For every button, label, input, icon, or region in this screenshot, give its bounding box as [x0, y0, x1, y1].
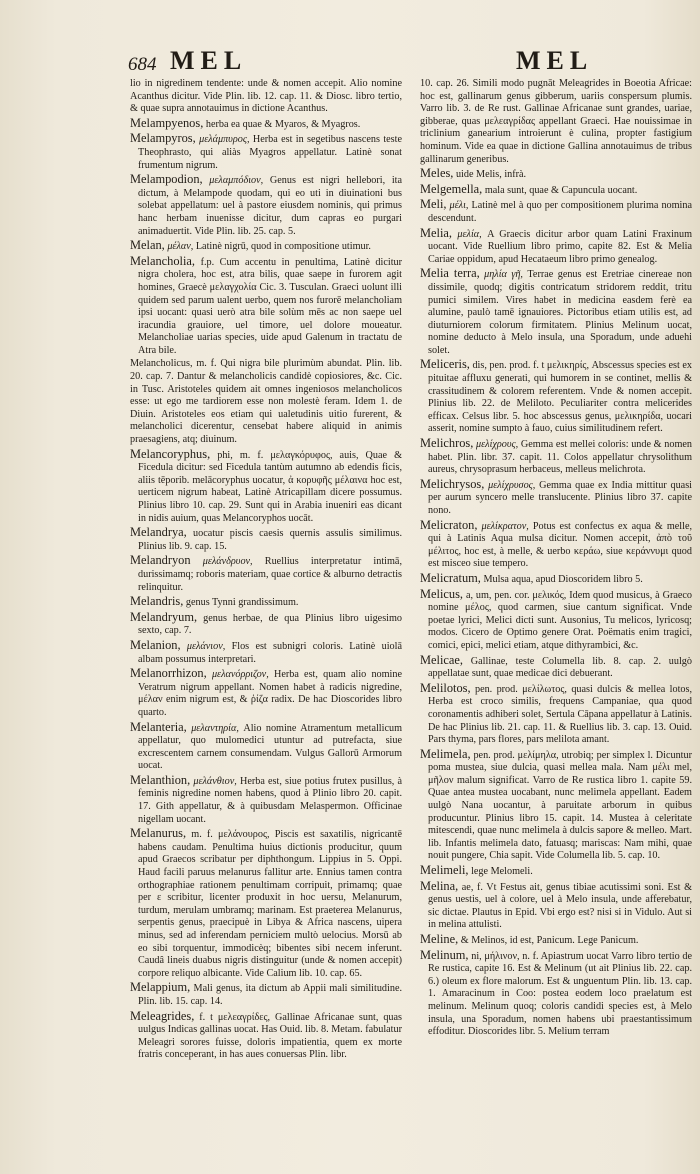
entry-headword: Melichros,	[420, 436, 474, 451]
dictionary-entry	[130, 173, 402, 238]
dictionary-entry	[420, 167, 692, 182]
entry-text: uide Melis, infrà.	[455, 169, 527, 181]
dictionary-entry	[420, 437, 692, 477]
entry-text: pen. prod. μελίμηλα, utrobiq; per simplex l. Dicuntur poma mustea, siue dulcia, quasi mellea mala. Nam μέλι mel, μῆλον malum significat. Varro de Re rustica libro 1. capite 59. Quae antea mustea uocabant, nunc melimela appellant. Eadem uulgò Nana uocantur, à paruitate arborum in quibus producuntur. Plinius libro 15. capit. 14. Mustea à celeritate mitescendi, quae nunc melimela à dulcis sapore & melleo. Mart. lib. Infantis melimela dato, fatuasq; mariscas: Nam mihi, quae nouit pungere, Chia sapit. Vide Columella lib. 5. cap. 10.	[428, 749, 692, 862]
dictionary-entry	[420, 933, 692, 948]
dictionary-entry	[420, 682, 692, 747]
dictionary-entry	[130, 78, 402, 116]
entry-text: herba ea quae & Myaros, & Myagros.	[205, 118, 361, 130]
dictionary-entry	[130, 526, 402, 553]
entry-headword: Melampodion,	[130, 172, 203, 187]
entry-text: ni, μήλινον, n. f. Apiastrum uocat Varro libro tertio de Re rustica, capite 16. Est & Melinum (ut ait Plinius lib. 22. cap. 6.) oleum ex flore malorum. Est & unguentum Plin. lib. 13. cap. 1. Amaracinum in Coo: postea eodem loco praelatum est melinum. Melinum quoq; coloris candidi species est, à Melo insula, una Sporadum, nomen habens ubi praestantissimum effoditur. Dioscorides libr. 5. Melium terram	[428, 950, 692, 1038]
dictionary-entry	[420, 478, 692, 518]
entry-text: Ruellius interpretatur intimā, durissimamq; roboris materiam, quae cortice & alburno detractis relinquitur.	[138, 556, 402, 593]
dictionary-entry	[130, 255, 402, 358]
entry-text: f.p. Cum accentu in penultima, Latinè dicitur nigra cholera, hoc est, atra bilis, quae saepe in furorem agit homines, Graecè μελαγχολία Cic. 3. Tusculan. Graeci uolunt illi quidem sed parum ualent uerbo, quem nos furorē melancholiam ipsi uocant: quasi uerò atra bile solùm mēs ac non saepe uel iracundia grauiore, uel timore, uel dolore moueatur. Melancholiae uarias species, uide apud Galenum in tractatu de Atra bile.	[138, 256, 402, 356]
entry-greek: μελαμπόδιον,	[209, 175, 264, 187]
entry-headword: Meli,	[420, 197, 447, 212]
entry-headword: Melanthion,	[130, 772, 191, 787]
running-head-left: MEL	[170, 46, 248, 75]
entry-text: Latinè nigrū, quod in compositione utimur.	[195, 241, 371, 253]
dictionary-entry	[420, 198, 692, 225]
dictionary-entry	[420, 654, 692, 681]
entry-text: Mali genus, ita dictum ab Appii mali similitudine. Plin. lib. 15. cap. 14.	[138, 983, 402, 1007]
dictionary-entry	[420, 748, 692, 863]
entry-headword: Meliceris,	[420, 357, 470, 372]
entry-text: phi, m. f. μελαγκόρυφος, auis, Quae & Ficedula dicitur: sed Ficedula tantùm autumno ab edendis ficis, aliis tēporib. melācoryphus uocatur, ἀ κορυφῆς μέλαινα hoc est, uerticem nigrum habeat, Latinè Atricapillam dicere possumus. Plinius libro 10. cap. 29. Sunt qui in Arabia inueniri eas dicant in nidis auium, quas Melancoryphos uocāt.	[138, 449, 402, 524]
dictionary-entry	[130, 639, 402, 666]
entry-headword: Melicraton,	[420, 517, 478, 532]
dictionary-entry	[130, 981, 402, 1008]
entry-headword: Melicratum,	[420, 570, 481, 585]
dictionary-entry	[130, 239, 402, 254]
dictionary-entry	[130, 774, 402, 826]
entry-text: Gallinae, teste Columella lib. 8. cap. 2. uulgò appellatae sunt, quae medicae dici debuerant.	[428, 655, 692, 680]
entry-text: Terrae genus est Eretriae cinereae non dissimile, quodq; digitis contricatum stridorem reddit, tritu pumici similem. Vires habet in medicina easdem ferè ea alumine, paulò tamē ignauiores. Pictoribus etiam utilis est, ad diuturniorem colorum firmitatem. Plinius Melinum uocat, nomine deducto à Melo insula, una Sporadum, unde aduehi solet.	[428, 269, 692, 356]
dictionary-entry	[130, 358, 402, 446]
dictionary-entry	[420, 519, 692, 571]
entry-greek: μηλία γῆ,	[484, 269, 523, 281]
entry-greek: μελίκρατον,	[481, 520, 529, 532]
entry-text: f. t μελεαγρίδες, Gallinae Africanae sunt, quas uulgus Indicas gallinas uocat. Has Ouid. lib. 8. Metam. fabulatur Meleagri sorores fuisse, doloris impatientia, quem ex morte fratris conceperant, in has aues conuersas Plin. libr.	[138, 1011, 402, 1061]
entry-headword: Melan,	[130, 238, 165, 253]
entry-greek: μέλαν,	[167, 241, 194, 253]
entry-greek: μελανόρριζον,	[211, 669, 269, 681]
entry-text: genus Tynni grandissimum.	[185, 597, 299, 609]
entry-text: & Melinos, id est, Panicum. Lege Panicum.	[460, 935, 639, 946]
entry-headword: Melampyenos,	[130, 115, 204, 130]
entry-headword: Melancoryphus,	[130, 446, 211, 461]
left-column	[130, 78, 402, 1138]
entry-text: Gemma est mellei coloris: unde & nomen habet. Plin. libr. 37. capit. 11. Colos appellatur chrysolithum aureus, chrysoprasum herbaceus, melleus melichrota.	[428, 439, 692, 476]
entry-headword: Meles,	[420, 166, 454, 181]
entry-text: Genus est nigri hellebori, ita dictum, à Melampode quodam, qui eo uti in diuinationi bus solebat appellatum: uel à pastore eiusdem nominis, qui primus hanc herbam inuenisse dicitur, dum capras eo purgari animaduertit. Vide Plin. lib. 25. cap. 5.	[138, 175, 402, 237]
entry-greek: μελία,	[457, 228, 482, 240]
dictionary-entry	[420, 864, 692, 879]
entry-greek: μελίχρους,	[476, 439, 519, 451]
dictionary-entry	[130, 1010, 402, 1062]
entry-text: Mulsa aqua, apud Dioscoridem libro 5.	[483, 573, 643, 585]
dictionary-entry	[130, 827, 402, 980]
dictionary-entry	[130, 117, 402, 132]
entry-headword: Melanteria,	[130, 719, 187, 734]
entry-headword: Melanorrhizon,	[130, 666, 207, 681]
entry-greek: μελάνδρυον,	[202, 556, 253, 568]
entry-headword: Melichrysos,	[420, 476, 485, 491]
entry-headword: Melgemella,	[420, 181, 483, 196]
entry-text: A Graecis dicitur arbor quam Latini Fraxinum uocant. Vide Ruellium libro primo, capite 82. Est & Melia Cariae oppidum, apud Hecataeum libro primo genealog.	[428, 228, 692, 265]
entry-text: m. f. μελάνουρος, Piscis est saxatilis, nigricantē habens caudam. Penultima huius dictionis producitur, quum apud Graecos scribatur per diphthongum. Lippius in 5. Oppi. Haud facili paruus melanurus fallitur arte. Ennius tamen contra orthographiae rationem penultimam corripuit, primamq; quae per ε scribitur, licenter produxit in hoc uersu, Melanurum, turdum, merulam umbramq; marinam. Est praeterea Melanurus, serpentis genus, praecipuè in Libya & Africa nascens, uipera minus, sed ad inferendam perniciem multò uelocius. Morsū ab eo sibi torquentur, immodicèq; bibentes sibi necem inferunt. Caudâ lineis duabus nigris distinguitur (unde & nomen accepit) corpore reliquo albicante. Vide Calium lib. 10. cap. 65.	[138, 829, 402, 979]
dictionary-entry	[130, 554, 402, 594]
entry-greek: μελάνιον,	[186, 640, 226, 652]
entry-text: ae, f. Vt Festus ait, genus tibiae acutissimi soni. Est & genus uestis, uel à colore, uel à Melo insula, unde afferebatur, sic dictae. Plautus in Epid. Vbi ergo est? nisi si in Vidulo. Aut si in melina attulisti.	[428, 881, 692, 931]
entry-greek: μέλι,	[449, 200, 469, 212]
entry-greek: μελάμπυρος,	[199, 134, 250, 146]
entry-headword: Melimela,	[420, 746, 471, 761]
dictionary-entry	[130, 132, 402, 172]
dictionary-entry	[420, 267, 692, 357]
page-number: 684	[128, 54, 157, 75]
entry-text: Flos est subnigri coloris. Latinè uiolā albam possumus interpretari.	[138, 640, 402, 665]
entry-headword: Melicus,	[420, 586, 464, 601]
entry-headword: Melandryon	[130, 553, 191, 568]
dictionary-entry	[420, 880, 692, 932]
running-head-right: MEL	[516, 46, 594, 75]
entry-headword: Melanion,	[130, 637, 181, 652]
dictionary-entry	[130, 667, 402, 719]
entry-headword: Melandryum,	[130, 609, 198, 624]
dictionary-entry	[420, 572, 692, 587]
entry-text: genus herbae, de qua Plinius libro uigesimo sexto, cap. 7.	[138, 612, 402, 637]
entry-headword: Melimeli,	[420, 863, 469, 878]
entry-greek: μελίχρυσος,	[488, 479, 536, 491]
entry-headword: Melappium,	[130, 980, 191, 995]
dictionary-entry	[420, 949, 692, 1039]
entry-text: mala sunt, quae & Capuncula uocant.	[484, 184, 638, 196]
entry-headword: Meline,	[420, 932, 459, 946]
entry-headword: Melinum,	[420, 947, 469, 962]
entry-text: Gemma quae ex India mittitur quasi per aurum syncero melle translucente. Plinius libro 37. capite nono.	[428, 479, 692, 516]
entry-text: Herba est, siue potius frutex pusillus, à feminis nigredine nomen habens, quod à Plinio libro 20. capit. 17. Gith appellatur, & à quibusdam Melaspermon. Officinae nigellam uocant.	[138, 775, 402, 825]
entry-text: Herba est, quam alio nomine Veratrum nigrum appellant. Nomen habet à radicis nigredine, μέλαν enim nigrum est, & ῥίζα radix. De hac Dioscorides libro quarto.	[138, 669, 402, 718]
entry-text: Latinè mel à quo per compositionem plurima nomina descendunt.	[428, 200, 692, 224]
entry-headword: Melia,	[420, 225, 452, 240]
entry-text: uocatur piscis caesis quernis assulis similimus. Plinius lib. 9. cap. 15.	[138, 528, 402, 552]
dictionary-entry	[420, 183, 692, 198]
entry-headword: Melampyros,	[130, 131, 196, 146]
entry-headword: Melicae,	[420, 652, 463, 667]
entry-headword: Melandris,	[130, 594, 184, 609]
entry-text: a, um, pen. cor. μελικός, Idem quod musicus, à Graeco nomine μέλος, quod carmen, siue cantum significat. Vnde poetae lyrici, Melici dicti sunt. Ausonius, Tu melicos, lyricosq; modos. Cicero de Optimo genere Orat. Poëmatis enim tragici, comici, epici, melici etiam, atque dithyrambici, &c.	[428, 589, 692, 651]
entry-greek: μελάνθιον,	[193, 775, 237, 787]
entry-headword: Melilotos,	[420, 680, 471, 695]
dictionary-entry	[420, 78, 692, 166]
dictionary-entry	[130, 448, 402, 526]
dictionary-entry	[420, 227, 692, 267]
entry-text: Alio nomine Atramentum metallicum appellatur, quo mulomedici utuntur ad putrefacta, siue excrescentem carnem consumendam. Vulgus Gallorū Armorum uocat.	[138, 722, 402, 772]
entry-text: Potus est confectus ex aqua & melle, qui à Latinis Aqua mulsa dicitur. Nomen accepit, ἀπὸ τοῦ μέλιτος, hoc est, à melle, & uerbo κεράω, siue κεράννυμι quod est misceo siue tempero.	[428, 520, 692, 570]
dictionary-entry	[130, 721, 402, 773]
entry-text: pen. prod. μελίλωτος, quasi dulcis & mellea lotos, Herba est croco similis, frequens Campaniae, qua quod coronamentis adhiberi solet, Sertula Cāpana appellatur à Latinis. De hac Plinius lib. 21. cap. 11. & Ruellius lib. 3. cap. 13. Ouid. Pars thyma, pars flores, pars melilota amant.	[428, 683, 692, 746]
entry-headword: Melina,	[420, 878, 459, 893]
dictionary-entry	[130, 611, 402, 638]
dictionary-entry	[130, 595, 402, 610]
entry-text: lio in nigredinem tendente: unde & nomen accepit. Alio nomine Acanthus dicitur. Vide Plin. lib. 12. cap. 11. & Diosc. libro tertio, & quae supra annotauimus in dictione Acanthus.	[130, 78, 402, 115]
right-column	[420, 78, 692, 1138]
entry-headword: Melia terra,	[420, 266, 480, 281]
entry-headword: Meleagrides,	[130, 1008, 195, 1023]
entry-headword: Melandrya,	[130, 525, 187, 540]
entry-headword: Melancholia,	[130, 253, 196, 268]
entry-greek: μελαντηρία,	[191, 722, 239, 734]
entry-text: lege Melomeli.	[471, 866, 533, 878]
page-header	[0, 46, 700, 76]
dictionary-entry	[420, 358, 692, 436]
dictionary-entry	[420, 588, 692, 653]
entry-text: dis, pen. prod. f. t μελικηρίς, Abscessus species est ex pituitae affluxu generati, qui humorem in se continet, mellis & crassitudinem & colorem referentem. Vnde & nomen accepit. Plinius lib. 22. de Meliloto. Peculiariter contra melicerides efficax. Celsus libr. 5. hoc abscessus genus, μελικηρίδα, uocari asserit, nomine sumpto à fauo, cuius similitudinem refert.	[428, 360, 692, 435]
entry-headword: Melanurus,	[130, 826, 187, 841]
entry-text: Melancholicus, m. f. Qui nigra bile plurimùm abundat. Plin. lib. 20. cap. 7. Dantur & melancholicis candidè copiosiores, &c. Cic. in Tusc. Aristoteles quidem ait omnes ingeniosos melancholicos esse: ut ego me tardiorem esse non molestè feram. Idem 1. de Diuin. Aristoteles eos etiam qui ualetudinis uitio furerent, & melancholici dicerentur, censebat habere aliquid in animis praesagiens, atq; diuinum.	[130, 358, 402, 446]
entry-text: Herba est in segetibus nascens teste Theophrasto, qui aliàs Myagros appellatur. Latinè sonat frumentum nigrum.	[138, 134, 402, 171]
entry-text: 10. cap. 26. Simili modo pugnāt Meleagrides in Boeotia Africae: hoc est, gallinarum genus gibberum, uariis conspersum plumis. Varro lib. 3. de Re rust. Gallinae Africanae sunt grandes, uariae, gibberae, quas μελεαγρίδας appellant Graeci. Hae nouissimae in triclinium ganearium introierunt è culina, propter fastigium hominum. Vide ea quae in dictione Gallina annotauimus de tribus gallinarum generibus.	[420, 78, 692, 165]
